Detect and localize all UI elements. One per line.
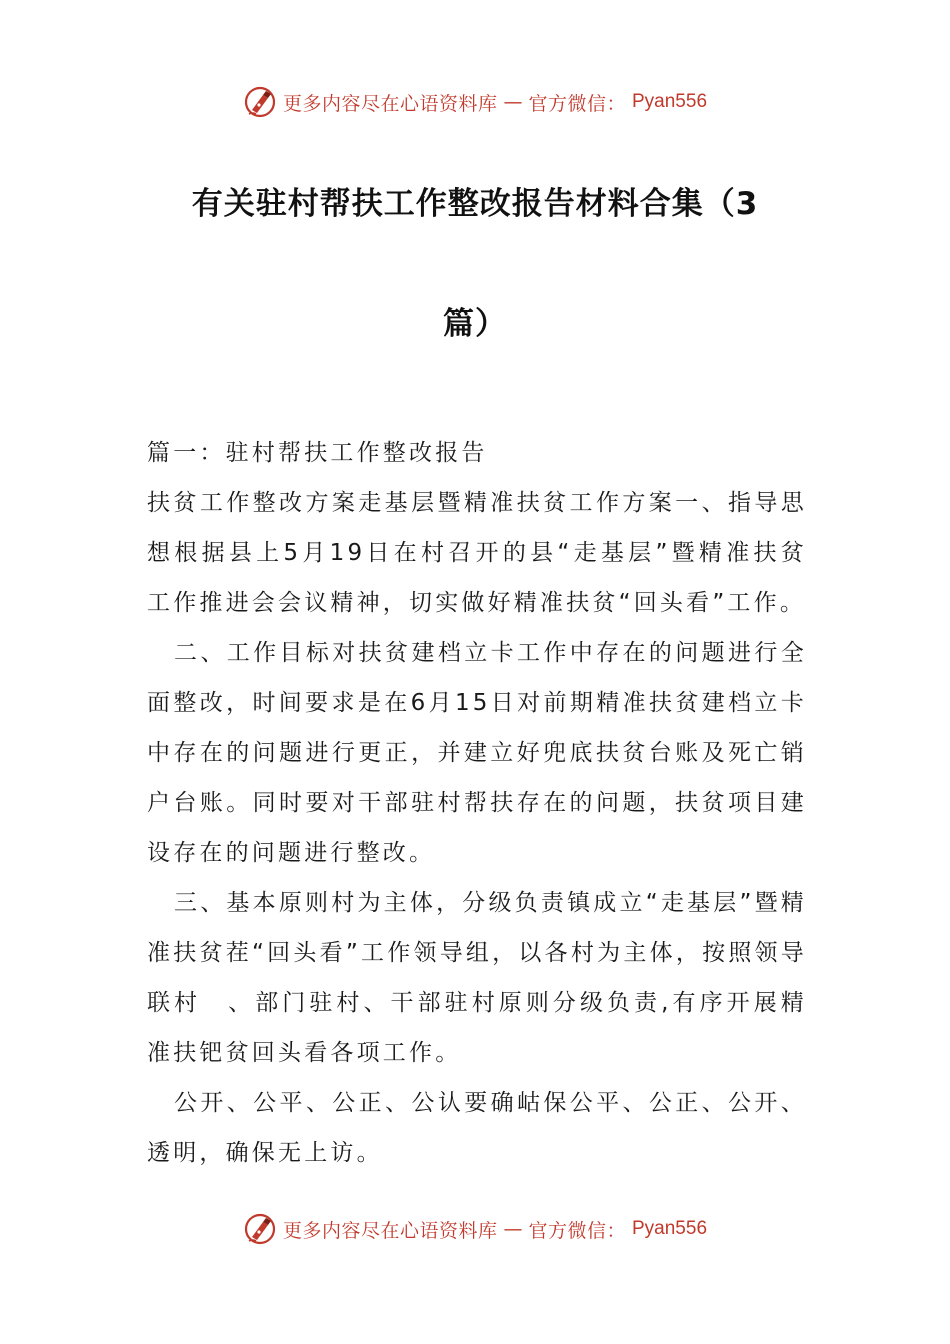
pen-nib-logo-icon [243, 85, 277, 119]
document-title-line1: 有关驻村帮扶工作整改报告材料合集（3 [191, 186, 759, 222]
document-title-line2: 篇） [443, 306, 507, 342]
body-paragraph-2: 二、工作目标对扶贫建档立卡工作中存在的问题进行全面整改，时间要求是在6月15日对前期精准扶贫建档立卡中存在的问题进行更正，并建立好兜底扶贫台账及死亡销户台账。同时要对干部驻村帮扶存在的问题，扶贫项目建设存在的问题进行整改。 [147, 640, 807, 866]
body-paragraph-4: 公开、公平、公正、公认要确岵保公平、公正、公开、透明，确保无上访。 [147, 1090, 807, 1166]
watermark-official-label: 官方微信： [528, 1219, 626, 1242]
header-watermark [0, 82, 950, 122]
footer-watermark [0, 1209, 950, 1249]
watermark-dash: — [503, 1218, 523, 1240]
body-paragraph-1: 扶贫工作整改方案走基层暨精准扶贫工作方案一、指导思想根据县上5月19日在村召开的县“走基层”暨精准扶贫工作推进会会议精神，切实做好精准扶贫“回头看”工作。 [147, 490, 807, 616]
body-paragraph-3: 三、基本原则村为主体，分级负责镇成立“走基层”暨精准扶贫茬“回头看”工作领导组，以各村为主体，按照领导联村 、部门驻村、干部驻村原则分级负责,有序开展精准扶钯贫回头看各项工作。 [147, 890, 807, 1066]
watermark-wechat-id: Pyan556 [632, 91, 708, 112]
pen-nib-logo-icon [243, 1212, 277, 1246]
watermark-wechat-id: Pyan556 [632, 1218, 708, 1239]
watermark-official-label: 官方微信： [528, 92, 626, 115]
watermark-dash: — [503, 91, 523, 113]
watermark-site-text: 更多内容尽在心语资料库 [282, 1219, 498, 1242]
section-heading: 篇一：驻村帮扶工作整改报告 [147, 440, 488, 466]
watermark-site-text: 更多内容尽在心语资料库 [282, 92, 498, 115]
document-body [147, 428, 807, 1178]
